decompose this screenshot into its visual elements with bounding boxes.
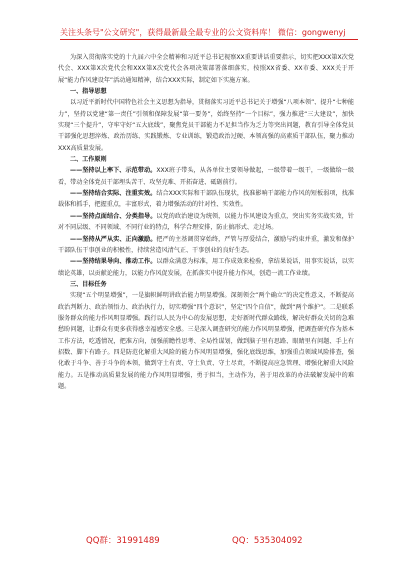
principle-paragraph bbox=[58, 211, 354, 234]
principle-lead: ——坚持结果导向、推动工作。 bbox=[70, 258, 157, 266]
principle-text: XXX班子带头，从各单位主要领导做起，一级带着一级干，一级做给一级看，带动全体党员干部埋头苦干、攻坚克难、开拓奋进、砥砺前行。 bbox=[58, 167, 354, 186]
section-heading-guiding-ideology: 一、指导思想 bbox=[70, 88, 107, 96]
guiding-ideology-paragraph: 以习近平新时代中国特色社会主义思想为指导，贯彻落实习近平总书记关于增强“八项本领”、提升“七种能力”，坚持以党建“第一责任”引领和保障发展“第一要务”，始终坚持“一个目标”，强力推进“三大建设”，加快实现“三个提升”，守牢守好“五大底线”，聚焦党员干部能力不足担当作为乏力等突出问题，教育引导全体党员干部强化思想淬炼、政治历练、实践锻炼、专业训练，锻造政治过硬、本领高强的高素质干部队伍，聚力推动XXX高质量发展。 bbox=[58, 99, 354, 152]
qq-group-text: QQ群：31991489 bbox=[86, 536, 160, 546]
principle-lead: ——坚持以上率下、示范带动。 bbox=[70, 167, 157, 175]
section-heading-goals: 三、目标任务 bbox=[70, 280, 107, 288]
goals-paragraph: 实现“五个明显增强”，一是旗帜鲜明讲政治能力明显增强。深刻领会“两个确立”的决定性意义，不断提高政治判断力、政治领悟力、政治执行力，切实增强“四个意识”，坚定“四个自信”，做到“两个维护”。二是联系服务群众的能力作风明显增强。践行以人民为中心的发展思想，走好新时代群众路线，解决好群众关切的急难愁盼问题，让群众有更多获得感幸福感安全感。三是深入调查研究的能力作风明显增强，把调查研究作为基本工作方法，吃透情况，把准方向，加强前瞻性思考、全局性谋划，做到脑子里有思路、眼睛里有问题、手上有招数、脚下有路子。四是防范化解重大风险的能力作风明显增强，强化底线思维，加强重点领域风险排查，强化敢于斗争、善于斗争的本领，做到守土有责、守土负责、守土尽责，不断提高应急管理、增强化解重大风险能力。五是推动高质量发展的能力作风明显增强，勇于担当，主动作为，善于用改革的办法破解发展中的难题。 bbox=[58, 292, 354, 390]
principle-lead: ——坚持点面结合、分类指导。 bbox=[70, 212, 157, 220]
footer-contact bbox=[58, 534, 356, 548]
principle-paragraph bbox=[58, 256, 354, 279]
document-body bbox=[58, 52, 354, 392]
section-heading-principles: 二、工作原则 bbox=[70, 156, 107, 164]
principle-paragraph bbox=[58, 165, 354, 188]
principle-paragraph bbox=[58, 234, 354, 257]
principle-text: 以党的政治建设为统领，以能力作风建设为重点，突出实务实战实效，针对不同层级、不同领域、不同行业的特点，科学合理安排，防止搞形式、走过场。 bbox=[58, 212, 354, 232]
principle-text: 结合XXX实际和干部队伍现状，找准影响干部能力作风的短板弱项，找准载体和抓手，把握重点，丰富形式，着力增强活动的针对性、实效性。 bbox=[58, 190, 354, 209]
principle-paragraph bbox=[58, 188, 354, 211]
header-banner[interactable]: 关注头条号"公文研究"，获得最新最全最专业的公文资料库！ 微信：gongwenyj bbox=[60, 26, 358, 40]
principle-lead: ——坚持从严从实、正向激励。 bbox=[70, 235, 157, 243]
principle-text: 把严的主基调贯穿始终，严管与厚爱结合，激励与约束并重，激发和保护干部队伍干事创业的积极性，持续营造风清气正、干事创业的良好生态。 bbox=[58, 235, 354, 254]
qq-number-text: QQ：535304092 bbox=[232, 536, 303, 546]
principle-lead: ——坚持结合实际、注重实效。 bbox=[70, 190, 157, 198]
principle-text: 以群众满意为标准，用工作成效来检验，拿结果说话，用事实说话，以实绩论英雄，以贡献论能力，以能力作风促发展，在抓落实中提升能力作风，创造一流工作业绩。 bbox=[58, 258, 354, 277]
intro-paragraph: 为深入贯彻落实党的十九届六中全会精神和习近平总书记视察XX重要讲话重要指示，切实把XXX第X次党代会、XXX第X次党代会和XXX第X次党代会各项决策部署落细落实，按照XX省委、XX市委、XXX关于开展“能力作风建设年”活动通知精神，结合XXX实际，制定如下实施方案。 bbox=[58, 54, 354, 84]
